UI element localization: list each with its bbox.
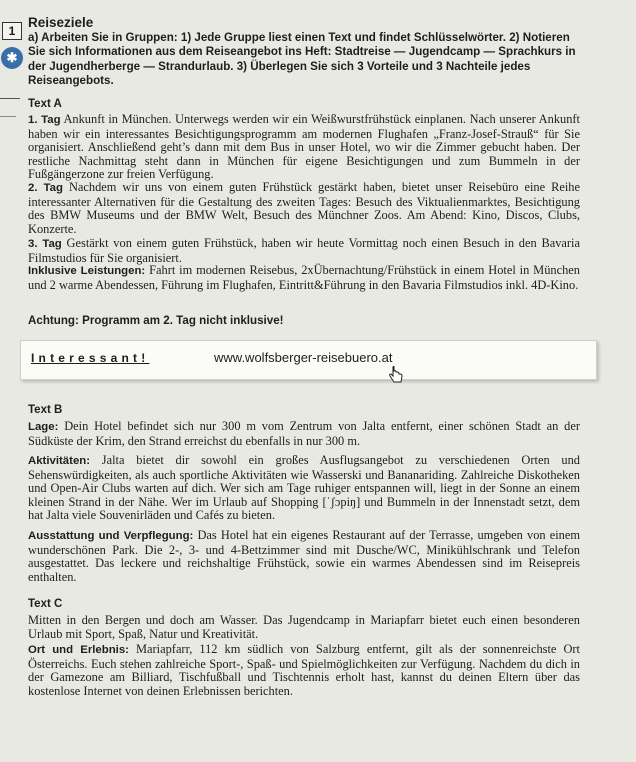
gear-icon: ✱ — [1, 47, 23, 69]
info-banner — [20, 340, 597, 380]
task-instructions: a) Arbeiten Sie in Gruppen: 1) Jede Gruppe liest einen Text und findet Schlüsselwörter. 2) Notieren Sie sich Informationen aus dem Reiseangebot ins Heft: Stadtreise — Jugendcamp — Sprachkurs in der Jugendherberge — Strandurlaub. 3) Überlegen Sie sich 3 Vorteile und 3 Nachteile jedes Reiseangebots. — [28, 31, 576, 88]
text-a-included — [28, 264, 580, 292]
text-a-note: Achtung: Programm am 2. Tag nicht inklusive! — [28, 314, 284, 327]
text-c-intro: Mitten in den Bergen und doch am Wasser. Das Jugendcamp in Mariapfarr bietet euch einen besonderen Urlaub mit Sport, Spaß, Natur und Kreativität. — [28, 613, 580, 641]
day2-heading: 2. Tag — [28, 182, 63, 194]
text-a-label: Text A — [28, 98, 62, 110]
equipment-text: Das Hotel hat ein eigenes Restaurant auf der Terrasse, umgeben von einem wunderschönen Park. Die 2-, 3- und 4-Bettzimmer sind mit Dusche/WC, Minikühlschrank und Telefon ausgestattet. Das leckere und reichshaltige Frühstück, sowie ein warmes Abendessen sind im Reisepreis enthalten. — [28, 528, 580, 584]
place-text: Mariapfarr, 112 km südlich von Salzburg entfernt, gilt als der sonnenreichste Ort Österreichs. Euch stehen zahlreiche Sport-, Spaß- und Spielmöglichkeiten zur Verfügung. Nachdem du dich in der Gamezone am Billiard, Tischfußball und Tischtennis erholt hast, kannst du deinen Eltern über das kostenlose Internet von deinen Erlebnissen berichten. — [28, 642, 580, 698]
day1-text: Ankunft in München. Unterwegs werden wir ein Weißwurstfrühstück einplanen. Nach unserer Ankunft haben wir ein interessantes Besichtigungsprogramm am modernen Flughafen „Franz-Josef-Strauß“ für Sie organisiert. Anschließend geht’s dann mit dem Bus in unser Hotel, wo wir die Zimmer gebucht haben. Der restliche Nachmittag steht dann in München für eigene Besichtigungen und zum Bummeln in der Fußgängerzone zur freien Verfügung. — [28, 112, 580, 182]
place-heading: Ort und Erlebnis: — [28, 644, 129, 656]
text-b-equipment — [28, 529, 580, 584]
exercise-title: Reiseziele — [28, 15, 94, 30]
day1-heading: 1. Tag — [28, 114, 61, 126]
equipment-heading: Ausstattung und Verpflegung: — [28, 530, 194, 542]
day2-text: Nachdem wir uns von einem guten Frühstück gestärkt haben, bietet unser Reisebüro eine Reihe interessanter Alternativen für die Gestaltung des zweiten Tages: Besuch des Viktualienmarktes, Besichtigung des BMW Museums und der BMW Welt, Besuch des Münchner Zoos. Am Abend: Kino, Discos, Clubs, Konzerte. — [28, 180, 580, 236]
exercise-number: 1 — [2, 22, 22, 40]
banner-url[interactable]: www.wolfsberger-reisebuero.at — [214, 350, 393, 365]
hand-cursor-icon — [388, 366, 404, 386]
text-b-location — [28, 420, 580, 448]
activities-text: Jalta bietet dir sowohl ein großes Ausflugsangebot zu verschiedenen Orten und Sehenswürdigkeiten, als auch sportliche Aktivitäten wie Wasserski und Bananariding. Zahlreiche Diskotheken und Open-Air Clubs warten auf dich. Wer sich am Tage ruhiger entspannen will, liegt in der Sonne an einem kleinen Strand in der Nähe. Wer im Urlaub auf Shopping [ˈʃɔpiŋ] und Bummeln in der Innenstadt setzt, dem hat Jalta viele Souvenirläden und Cafés zu bieten. — [28, 453, 580, 523]
text-c-place — [28, 643, 580, 698]
location-heading: Lage: — [28, 421, 59, 433]
day3-heading: 3. Tag — [28, 238, 62, 250]
margin-divider — [0, 98, 20, 99]
text-a-day3 — [28, 237, 580, 265]
activities-heading: Aktivitäten: — [28, 455, 91, 467]
margin-divider — [0, 116, 16, 117]
included-text: Fahrt im modernen Reisebus, 2xÜbernachtung/Frühstück in einem Hotel in München und 2 warme Abendessen, Führung im Flughafen, Eintritt&Führung in den Bavaria Filmstudios inkl. 4D-Kino. — [28, 263, 580, 292]
included-heading: Inklusive Leistungen: — [28, 265, 146, 277]
text-b-activities — [28, 454, 580, 523]
location-text: Dein Hotel befindet sich nur 300 m vom Zentrum von Jalta entfernt, einer schönen Stadt an der Südküste der Krim, den Strand erreichst du ebenfalls in nur 300 m. — [28, 419, 580, 448]
text-b-label: Text B — [28, 404, 63, 416]
banner-label: Interessant! — [31, 351, 150, 365]
text-a-day1 — [28, 113, 580, 182]
text-a-day2 — [28, 181, 580, 236]
text-c-label: Text C — [28, 598, 63, 610]
day3-text: Gestärkt von einem guten Frühstück, haben wir heute Vormittag noch einen Besuch in den Bavaria Filmstudios für Sie organisiert. — [28, 236, 580, 265]
